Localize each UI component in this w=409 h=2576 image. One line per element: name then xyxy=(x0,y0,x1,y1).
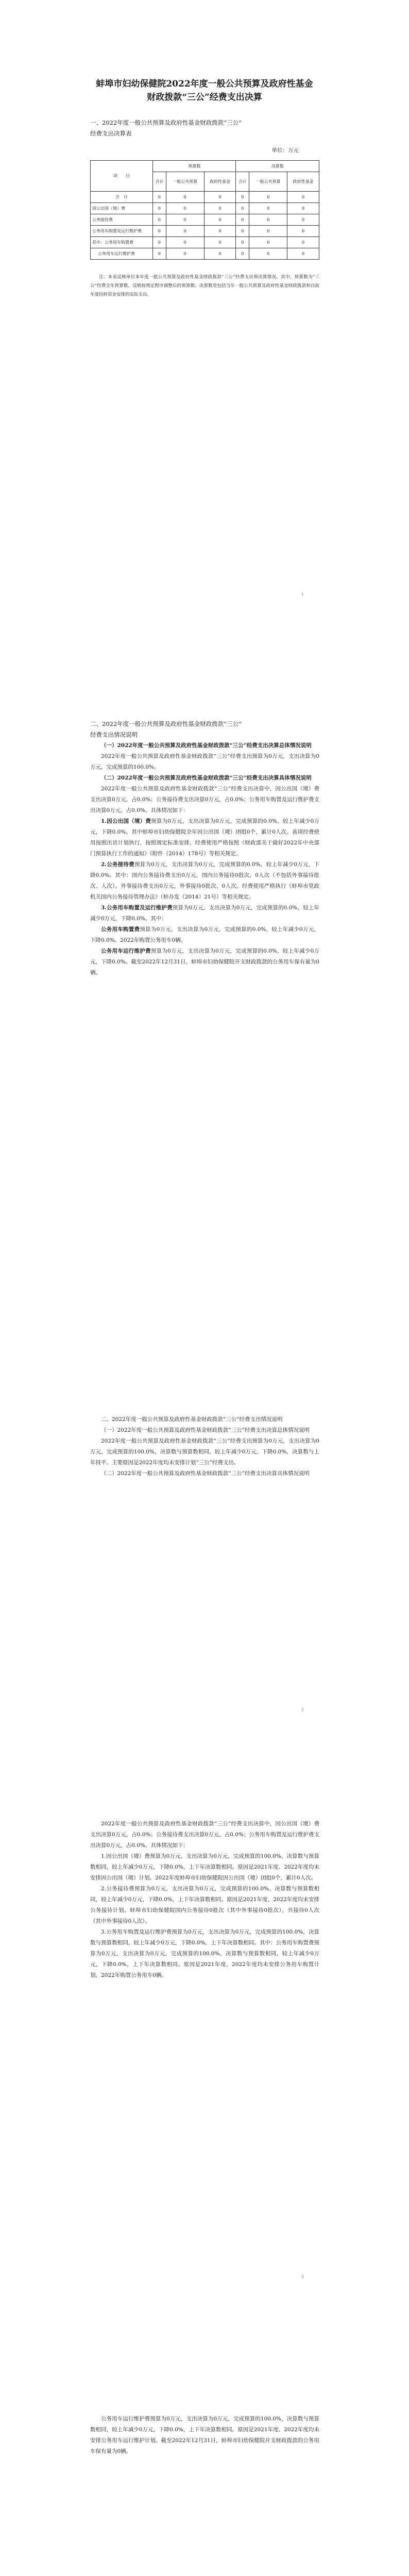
cell: 0 xyxy=(153,203,166,214)
part2-text: 2022年度一般公共预算及政府性基金财政拨款“三公”经费支出决算中，因公出国（境）费支出决算0万元，占0.0%；公务接待费支出决算0万元，占0.0%；公务用车购置及运行维护费支出决算0万元，占0.0%。具体情况如下： xyxy=(90,786,319,814)
cell: 0 xyxy=(249,214,287,226)
cell: 0 xyxy=(236,248,249,260)
cell: 0 xyxy=(204,214,236,226)
item3b-paragraph xyxy=(90,946,319,978)
part1-text: 2022年度一般公共预算及政府性基金财政拨款“三公”经费支出预算为0万元，支出决算为0万元，完成预算的100.0%。 xyxy=(90,753,319,770)
section-table xyxy=(90,117,319,299)
item3a-paragraph xyxy=(90,924,319,946)
cell: 0 xyxy=(236,203,249,214)
sec4-text3: 3.公务用车购置及运行维护费预算为0万元，支出决算为0万元，完成预算的100.0%，决算数与预算数相同，较上年减少0万元，下降0.0%，上下年决算数相同。其中：公务用车购置费预算为0万元，支出决算为0万元，完成预算的100.0%，决算数与预算数相同，较上年减少0万元，下降0.0%，上下年决算数相同。原因是2021年度、2022年度均未安排公务用车购置计划。2022年购置公务用车0辆。 xyxy=(90,1929,319,1978)
cell: 0 xyxy=(287,214,319,226)
col-item: 项 目 xyxy=(91,161,153,192)
item1-paragraph xyxy=(90,816,319,859)
cell: 0 xyxy=(153,214,166,226)
cell: 0 xyxy=(153,237,166,248)
part1-title: （一）2022年度一般公共预算及政府性基金财政拨款“三公”经费支出决算总体情况说明 xyxy=(101,742,312,749)
sub-budget-general: 一般公共预算 xyxy=(166,172,204,192)
col-budget: 预算数 xyxy=(153,161,236,172)
cell: 0 xyxy=(287,226,319,237)
table-row xyxy=(91,248,319,260)
row-label: 因公出国（境）费 xyxy=(91,203,153,214)
cell: 0 xyxy=(204,226,236,237)
cell: 0 xyxy=(249,237,287,248)
explanation-heading-line-2: 经费支出情况说明 xyxy=(90,731,138,738)
sec3-part2: （二）2022年度一般公共预算及政府性基金财政拨款“三公”经费支出决算具体情况说明 xyxy=(101,1470,310,1477)
item3b-text: 预算为0万元，支出决算为0万元，完成预算的0.0%，较上年减少0万元，下降0.0%。截至2022年12月31日，蚌埠市妇幼保健院开支财政拨款的公务用车保有量为0辆。 xyxy=(90,948,320,976)
sec4-text1: 1.因公出国（境）费预算为0万元，支出决算为0万元，完成预算的100.0%，决算数与预算数相同，较上年减少0万元，下降0.0%，上下年决算数相同。原因是2021年度、2022年度均未安排因公出国（境）计划。2022年度蚌埠市妇幼保健院因公出国（境）团组0个，累计0人次。 xyxy=(90,1853,319,1881)
cell: 0 xyxy=(204,192,236,203)
cell: 0 xyxy=(166,192,204,203)
table-row xyxy=(91,226,319,237)
sec4-text0: 2022年度一般公共预算及政府性基金财政拨款“三公”经费支出决算中，因公出国（境）费支出决算0万元，占0.0%；公务接待费支出决算0万元，占0.0%；公务用车购置及运行维护费支出决算0万元，占0.0%。具体情况如下： xyxy=(90,1821,319,1849)
sec4-text2: 2.公务接待费预算为0万元，支出决算为0万元，完成预算的100.0%，决算数与预算数相同，较上年减少0万元，下降0.0%，上下年决算数相同。原因是2021年度、2022年度均未安排公务接待计划。蚌埠市妇幼保健院国内公务接待0批次（其中外事接待0批次），共接待0人次（其中外事接待0人次）。 xyxy=(90,1886,319,1924)
sub-final-general: 一般公共预算 xyxy=(249,172,287,192)
cell: 0 xyxy=(249,203,287,214)
section-details xyxy=(90,1819,319,1981)
sub-final-total: 合计 xyxy=(236,172,249,192)
page-number: 2 xyxy=(301,1708,304,1712)
cell: 0 xyxy=(166,203,204,214)
cell: 0 xyxy=(166,237,204,248)
item3-head: 3.公务用车购置及运行维护费 xyxy=(101,905,173,911)
section-explanation xyxy=(90,719,319,978)
table-heading-line-1: 一、2022年度一般公共预算及政府性基金财政拨款“三公” xyxy=(90,119,242,126)
table-row xyxy=(91,237,319,248)
cell: 0 xyxy=(249,192,287,203)
item3b-head: 公务用车运行维护费 xyxy=(101,948,151,954)
sec3-part1: （一）2022年度一般公共预算及政府性基金财政拨款“三公”经费支出决算总体情况说明 xyxy=(101,1427,310,1433)
row-label: 公务用车购置及运行维护费 xyxy=(91,226,153,237)
cell: 0 xyxy=(166,226,204,237)
sub-budget-total: 合计 xyxy=(153,172,166,192)
table-heading-line-2: 经费支出决算表 xyxy=(90,130,132,137)
item3a-text: 预算为0万元，支出决算为0万元，完成预算的0.0%，较上年减少0万元，下降0.0%。2022年购置公务用车0辆。 xyxy=(90,926,320,943)
cell: 0 xyxy=(287,192,319,203)
item2-paragraph xyxy=(90,859,319,903)
unit-label: 单位：万元 xyxy=(271,147,299,154)
item2-head: 2.公务接待费 xyxy=(101,861,134,868)
sec3-text1: 2022年度一般公共预算及政府性基金财政拨款“三公”经费支出预算为0万元，支出决算为0万元，完成预算的100.0%，决算数与预算数相同，较上年减少0万元，下降0.0%，决算数与上年持平。主要原因是2022年度均未安排计划“三公”经费支出。 xyxy=(90,1438,319,1466)
sub-budget-fund: 政府性基金 xyxy=(204,172,236,192)
cell: 0 xyxy=(166,248,204,260)
table-row xyxy=(91,214,319,226)
cell: 0 xyxy=(249,248,287,260)
page-number: 1 xyxy=(301,592,304,597)
table-row xyxy=(91,203,319,214)
cell: 0 xyxy=(236,226,249,237)
item1-text: 预算为0万元，支出决算为0万元，完成预算的0.0%，较上年减少0万元，下降0.0%。其中蚌埠市妇幼保健院全年因公出国（境）团组0个，累计0人次。该项经费使用按照出访计划执行，按照规定标准安排，经费使用严格按照《财政部关于做好2022年中央部门预算执行工作的通知》（附件（2014）178号）等相关规定。 xyxy=(90,818,319,857)
item3a-head: 公务用车购置费 xyxy=(101,926,140,933)
cell: 0 xyxy=(204,237,236,248)
sub-final-fund: 政府性基金 xyxy=(287,172,319,192)
row-label: 公务接待费 xyxy=(91,214,153,226)
cell: 0 xyxy=(249,226,287,237)
cell: 0 xyxy=(287,237,319,248)
item2-text: 预算为0万元，支出决算为0万元，完成预算的0.0%，较上年减少0万元，下降0.0%。其中：国内公务接待费支出0万元，国内公务接待0批次，0人次（不包括外事接待批次、人次）。外事接待费支出0万元，外事接待0批次，0人次。经费使用严格执行《蚌埠市党政机关国内公务接待管理办法》（蚌办发（2014）21号）等相关规定。 xyxy=(90,861,319,900)
cell: 0 xyxy=(153,248,166,260)
cell: 0 xyxy=(236,237,249,248)
section-vehicle-maintenance xyxy=(90,2414,319,2457)
row-label: 公务用车运行维护费 xyxy=(91,248,153,260)
document-title xyxy=(77,77,332,104)
title-line-2: 财政拨款“三公”经费支出决算 xyxy=(147,92,262,103)
cell: 0 xyxy=(153,192,166,203)
explanation-heading-line-1: 二、2022年度一般公共预算及政府性基金财政拨款“三公” xyxy=(90,720,242,727)
cell: 0 xyxy=(204,203,236,214)
cell: 0 xyxy=(166,214,204,226)
cell: 0 xyxy=(287,203,319,214)
section-explanation-repeat xyxy=(90,1414,319,1479)
part2-title: （二）2022年度一般公共预算及政府性基金财政拨款“三公”经费支出决算具体情况说明 xyxy=(101,775,312,781)
cell: 0 xyxy=(153,226,166,237)
title-line-1: 蚌埠市妇幼保健院2022年度一般公共预算及政府性基金 xyxy=(96,79,313,89)
table-note: 注：本表反映单位本年度一般公共预算及政府性基金财政拨款“三公”经费支出预决算情况。其中，预算数为“三公”经费全年预算数，反映按规定程序调整后的预算数；决算数是包括当年一般公共预算及政府性基金财政拨款和以前年度结转资金安排的实际支出。 xyxy=(90,275,319,297)
item1-head: 1.因公出国（境）费 xyxy=(101,818,151,824)
item3-paragraph xyxy=(90,903,319,924)
sec5-text: 公务用车运行维护费预算为0万元，支出决算为0万元，完成预算的100.0%，决算数与预算数相同，较上年减少0万元，下降0.0%，上下年决算数相同。原因是2021年度、2022年度均未安排公务用车运行维护计划。截至2022年12月31日，蚌埠市妇幼保健院开支财政拨款的公务用车保有量为0辆。 xyxy=(90,2416,319,2454)
row-label: 合 计 xyxy=(91,192,153,203)
item3-text: 预算为0万元，支出决算为0万元，完成预算的0.0%，较上年减少0万元，下降0.0%。其中： xyxy=(90,905,319,922)
cell: 0 xyxy=(287,248,319,260)
cell: 0 xyxy=(236,214,249,226)
expense-table xyxy=(90,160,319,260)
sec3-heading: 二、2022年度一般公共预算及政府性基金财政拨款“三公”经费支出情况说明 xyxy=(101,1416,283,1422)
table-row xyxy=(91,192,319,203)
cell: 0 xyxy=(204,248,236,260)
col-final: 决算数 xyxy=(236,161,319,172)
page-number: 3 xyxy=(301,2275,304,2279)
cell: 0 xyxy=(236,192,249,203)
row-label: 其中：公务用车购置费 xyxy=(91,237,153,248)
